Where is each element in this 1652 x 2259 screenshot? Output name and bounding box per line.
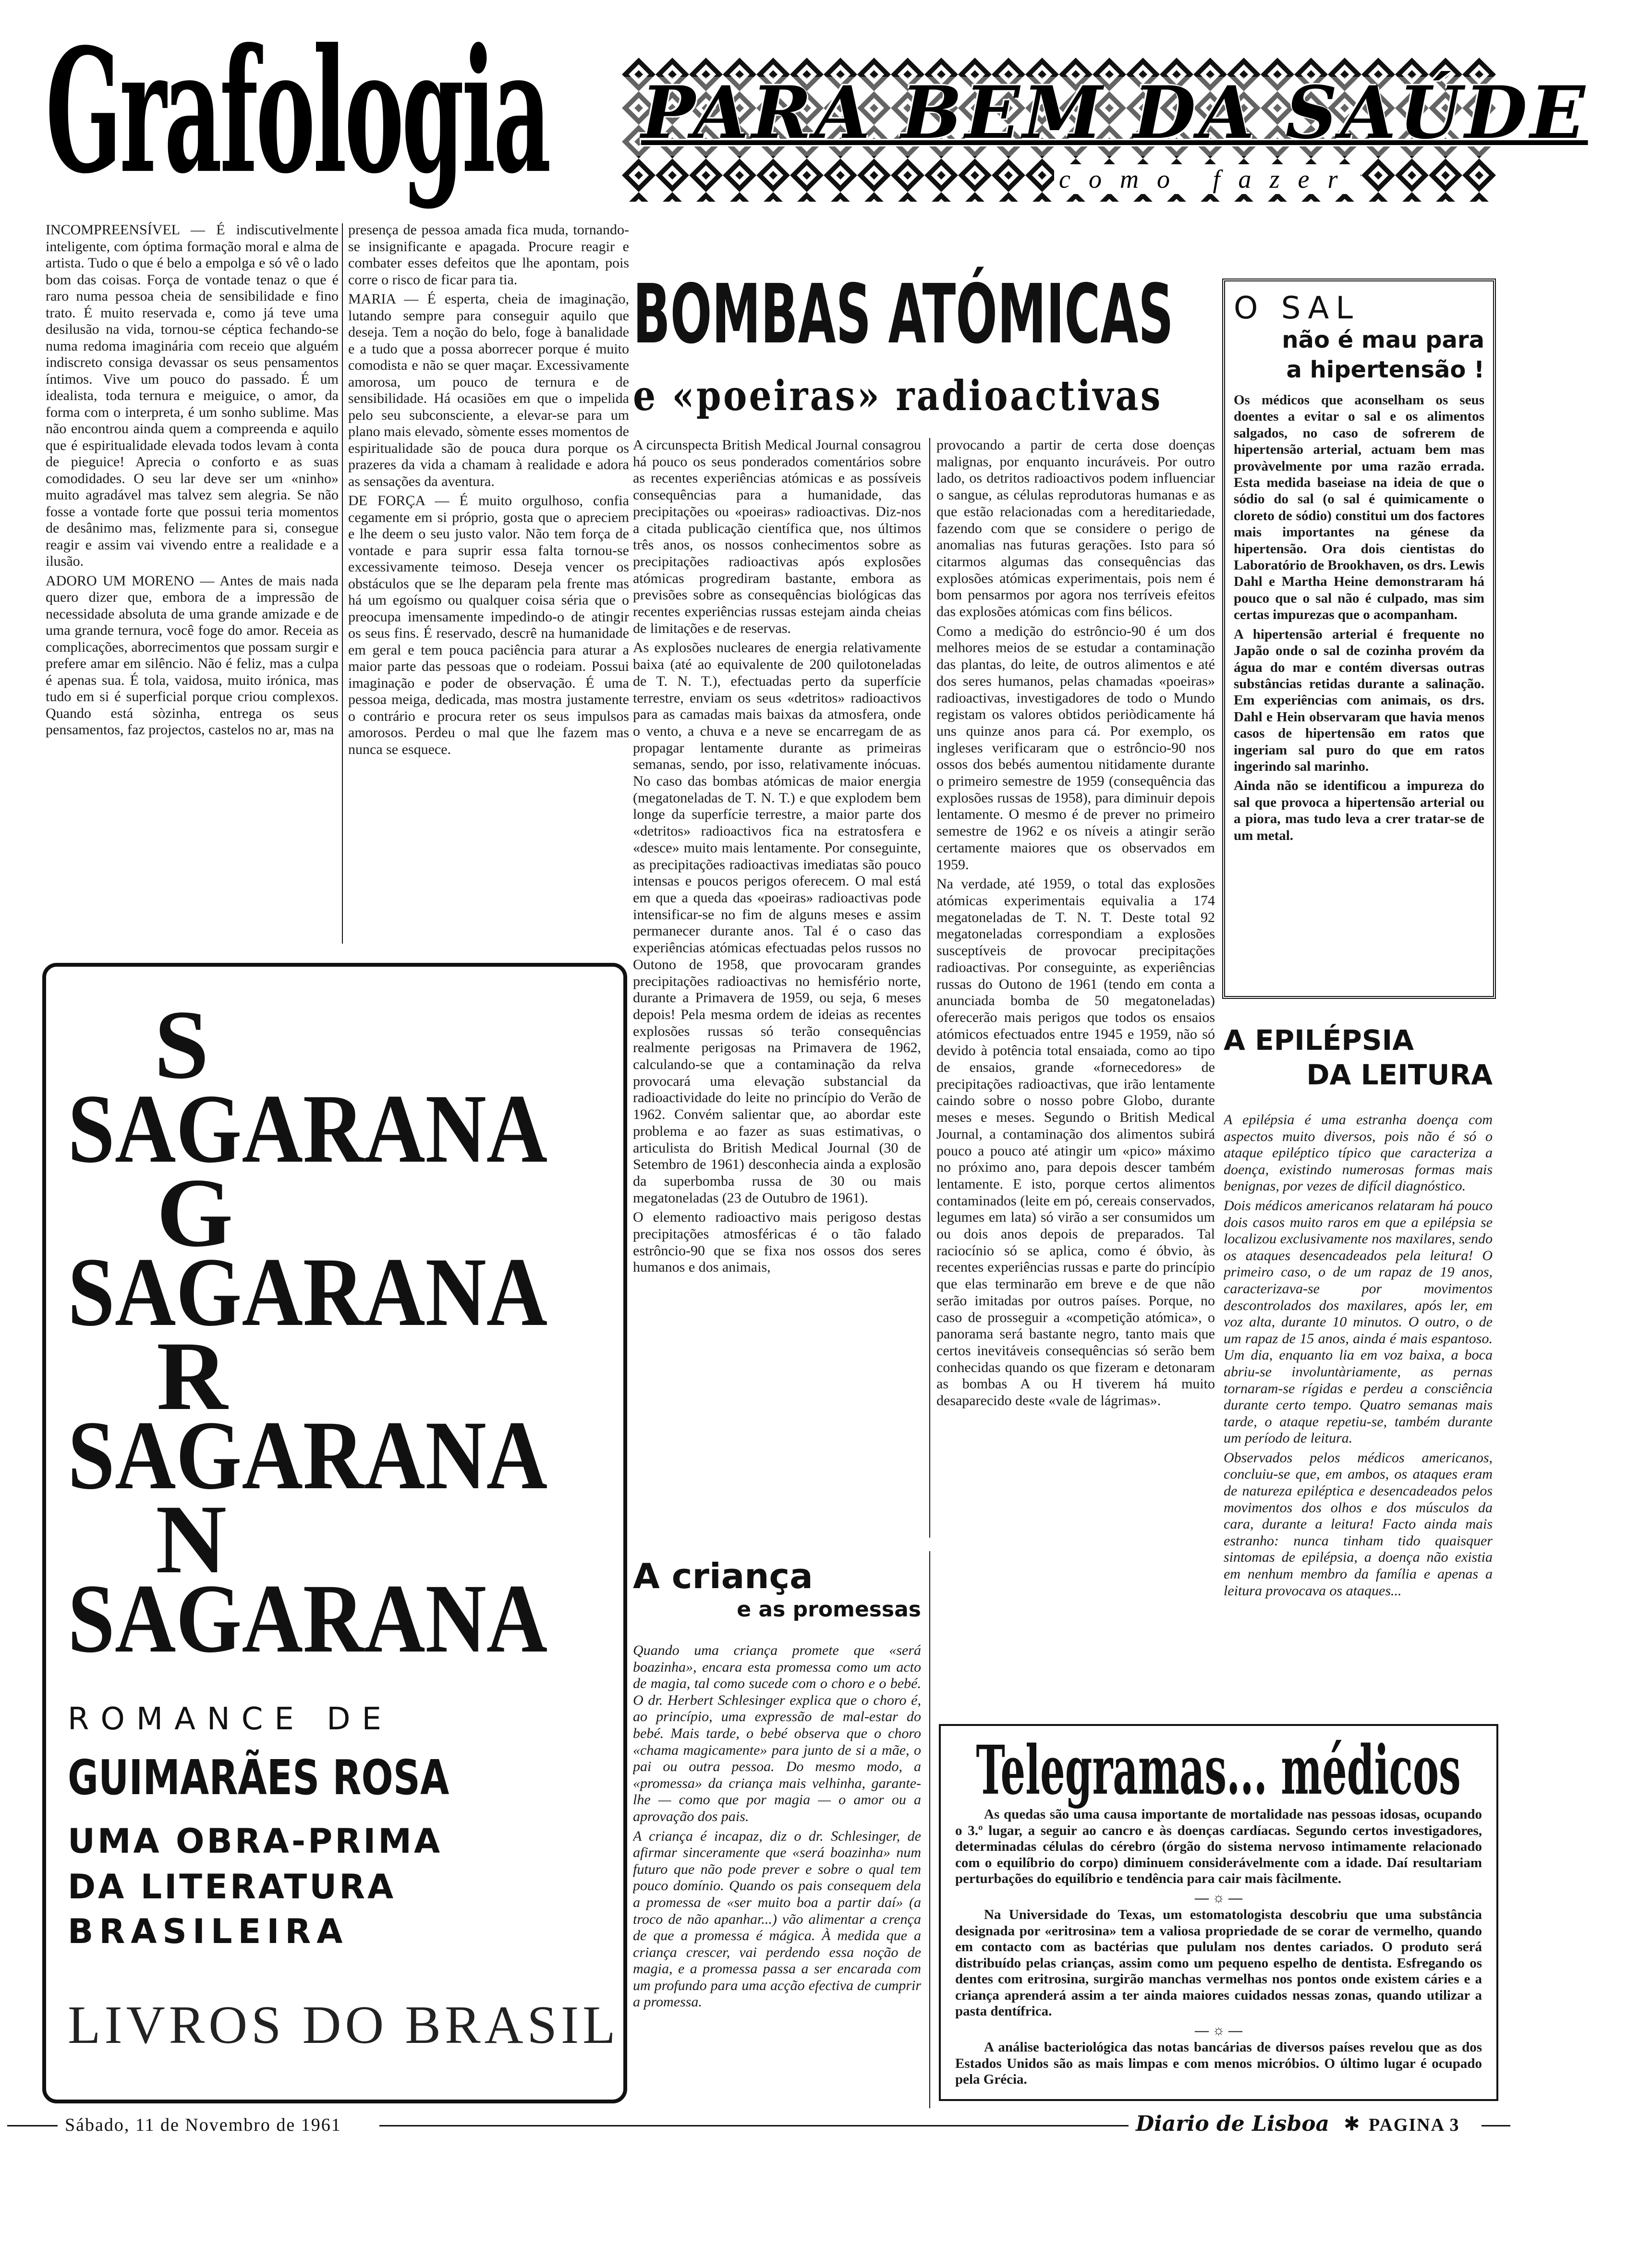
bombas-paragraph: Na verdade, até 1959, o total das explosões atómicas experimentais equivalia a 174 megatoneladas de T. N. T. Deste total 92 megatoneladas correspondiam a explosões susceptíveis de provocar precipitações radioactivas. Por conseguinte, as experiências russas do Outono de 1961 (tendo em conta a anunciada bomba de 50 megatoneladas) oferecerão mais perigos que todos os ensaios atómicos efectuados entre 1945 e 1959, não só devido à potência total ensaiada, como ao tipo de ensaios, grande «fornecedores» de precipitações radioactivas, que irão lentamente caindo sobre o nosso pobre Globo, durante meses e meses. Segundo o British Medical Journal, a contaminação dos alimentos subirá pouco a pouco até atingir um «pico» máximo no próximo ano, para depois descer também lentamente. E isto, porque certos alimentos contaminados (leite em pó, cereais conservados, legumes em lata) só virão a ser consumidos um ou dois anos depois de preparados. Tal raciocínio só se aplica, como é óbvio, às recentes experiências russas e parte do princípio que elas terminarão em breve e de que não serão imitadas por outros países. Porque, no caso de prosseguir a «competição atómica», o panorama será bastante negro, tanto mais que certos inevitáveis consequências só serão bem conhecidas quando os que fizeram e detonaram as bombas A ou H tiverem há muito desaparecido deste «vale de lágrimas». — [936, 876, 1215, 1409]
epilepsia-paragraph: Dois médicos americanos relataram há pouco dois casos muito raros em que a epilépsia se localizou exclusivamente nos maxilares, sendo os ataques desencadeados pela leitura! O primeiro caso, o de um rapaz de 19 anos, caracterizava-se por movimentos descontrolados dos maxilares, após ler, em voz alta, durante 10 minutos. O outro, o de um rapaz de 15 anos, ainda é mais espantoso. Um dia, enquanto lia em voz baixa, a boca abriu-se involuntàriamente, as pernas tornaram-se rígidas e perdeu a consciência durante certo tempo. Quatro semanas mais tarde, o ataque repetiu-se, também durante um período de leitura. — [1224, 1197, 1493, 1446]
sal-paragraph: Ainda não se identificou a impureza do sal que provoca a hipertensão arterial ou a piora, mas tudo leva a crer tratar-se de um metal. — [1234, 778, 1484, 843]
telegramas-paragraph: As quedas são uma causa importante de mortalidade nas pessoas idosas, ocupando o 3.º lugar, a seguir ao cancro e às doenças cardíacas. Segundo certos investigadores, determinadas células do cérebro (órgão do sistema nervoso intimamente relacionado com o equilíbrio do corpo) diminuem considerávelmente com a idade. Daí resultariam perturbações do equilíbrio e tendência para cair mais fàcilmente. — [955, 1807, 1482, 1886]
bombas-subtitle — [633, 372, 1209, 425]
footer-rule-left — [7, 2125, 58, 2126]
saude-banner-sub: como fazer — [1054, 164, 1360, 194]
ad-sagarana-3: SAGARANA — [68, 1401, 548, 1510]
ad-letter-n: N — [156, 1485, 227, 1594]
ad-line-1: UMA OBRA-PRIMA — [68, 1822, 443, 1861]
ad-letter-g: G — [157, 1158, 233, 1267]
grafologia-heading — [46, 11, 564, 211]
footer-page: PAGINA 3 — [1369, 2115, 1460, 2135]
bombas-title-text: BOMBAS ATÓMICAS — [633, 267, 1174, 362]
crianca-heading — [633, 1556, 921, 1628]
bombas-paragraph: A circunspecta British Medical Journal consagrou há pouco os seus ponderados comentários sobre as recentes experiências atómicas e as possíveis consequências para a humanidade, das precipitações ou «poeiras» radioactivas. Diz-nos a citada publicação científica que, nos últimos três anos, os nossos conhecimentos sobre as precipitações radioactivas após explosões atómicas progrediram bastante, embora as previsões sobre as consequências biológicas das recentes experiências russas estejam ainda cheias de limitações e de reservas. — [633, 437, 921, 636]
epilepsia-paragraph: A epilépsia é uma estranha doença com aspectos muito diversos, pois não é só o ataque epiléptico típico que caracteriza a doença, existindo numerosas formas mais benignas, por vezes de difícil diagnóstico. — [1224, 1112, 1493, 1194]
epilepsia-heading — [1224, 1023, 1493, 1105]
saude-banner-title: PARA BEM DA SAÚDE — [641, 71, 1588, 155]
telegramas-paragraph: A análise bacteriológica das notas bancárias de diversos países revelou que as dos Estados Unidos são as mais limpas e com menos micróbios. O último lugar é ocupado pela Grécia. — [955, 2040, 1482, 2087]
grafologia-entry: INCOMPREENSÍVEL — É indiscutivelmente inteligente, com óptima formação moral e alma de artista. Tudo o que é belo a empolga e só vê o lado bom das coisas. Força de vontade tenaz o que é raro numa pessoa cheia de sensibilidade e fino trato. É muito reservada e, como já teve uma desilusão na vida, tornou-se céptica fechando-se numa redoma imaginária com receio que alguém indiscreto consiga devassar os seus pensamentos íntimos. Vive um pouco do passado. É um idealista, toda ternura e meiguice, o amor, da forma com o interpreta, é um sonho sublime. Mas não encontrou ainda quem a compreenda e aquilo que é espiritualidade elevada todos levam à conta de pieguice! Aprecia o conforto e as suas comodidades. O seu lar deve ser um «ninho» muito agradável mas talvez sem alegria. Se não fosse a vontade forte que possui teria momentos de desânimo mas, felizmente para si, consegue reagir e assim vai vivendo entre a realidade e a ilusão. — [46, 222, 339, 569]
sal-title-3: a hipertensão ! — [1286, 356, 1484, 383]
telegramas-paragraph: Na Universidade do Texas, um estomatologista descobriu que uma substância designada por «eritrosina» tem a valiosa propriedade de se corar de vermelho, quando em contacto com as bactérias que pululam nos dentes cariados. O produto será distribuído pelas crianças, assim como um pequeno espelho de dentista. Esfregando os dentes com eritrosina, surgirão manchas vermelhas nos pontos onde existem cáries e a criança aprenderá assim a ter ainda maiores cuidados nessas zonas, quando utilizar a pasta dentífrica. — [955, 1907, 1482, 2019]
bombas-paragraph: O elemento radioactivo mais perigoso destas precipitações atmosféricas é o tão falado estrôncio-90 que se fixa nos ossos dos seres humanos e dos animais, — [633, 1209, 921, 1275]
bombas-paragraph: As explosões nucleares de energia relativamente baixa (até ao equivalente de 200 quilotoneladas de T. N. T.), efectuadas perto da superfície terrestre, enviam os seus «detritos» radioactivos para as camadas mais baixas da atmosfera, onde o vento, a chuva e a neve se encarregam de as propagar lentamente durante as primeiras semanas, sendo, por isso, relativamente inócuas. No caso das bombas atómicas de maior energia (megatoneladas de T. N. T.) e que explodem bem longe da superfície terrestre, a maior parte dos «detritos» radioactivos fica na estratosfera e «desce» muito mais lentamente. Por conseguinte, as precipitações radioactivas imediatas são pouco intensas e poucos perigos oferecem. O mal está em que a queda das «poeiras» radioactivas pode intensificar-se no fim de alguns meses e assim permanecer durante anos. Tal é o caso das experiências atómicas efectuadas pelos russos no Outono de 1958, que provocaram grandes precipitações radioactivas no hemisfério norte, durante a Primavera de 1959, ou seja, 6 meses depois! Pela mesma ordem de ideias as recentes explosões russas só terão consequências realmente perigosas na Primavera de 1962, calculando-se que a contaminação da relva provocará uma elevação substancial da radioactividade do leite no princípio do Verão de 1962. Convém salientar que, ao abordar este problema e ao fazer as suas estimativas, o articulista do British Medical Journal (30 de Setembro de 1961) desconhecia ainda a explosão da superbomba russa de 30 ou mais megatoneladas (23 de Outubro de 1961). — [633, 640, 921, 1206]
bombas-paragraph: provocando a partir de certa dose doenças malignas, por enquanto incuráveis. Por outro lado, os detritos radioactivos podem influenciar o sangue, as células reprodutoras humanas e as que estão relacionadas com a hereditariedade, fazendo com que se considere o perigo de anomalias nas futuras gerações. Isto para só citarmos algumas das consequências das explosões atómicas experimentais, pois nem é bom pensarmos por agora nos terríveis efeitos das explosões atómicas com fins bélicos. — [936, 437, 1215, 620]
ad-publisher: LIVROS DO BRASIL — [68, 1995, 620, 2055]
ad-sagarana-1: SAGARANA — [68, 1074, 548, 1183]
sal-title-2: não é mau para — [1282, 327, 1484, 353]
bombas-subtitle-text: e «poeiras» radioactivas — [633, 372, 1163, 420]
sal-paragraph: Os médicos que aconselham os seus doentes a evitar o sal e os alimentos salgados, no caso de sofrerem de hipertensão arterial, actuam bem mas provàvelmente por uma razão errada. Esta medida baseiase na ideia de que o sódio do sal (o sal é quimicamente o cloreto de sódio) constitui um dos factores mais importantes na génese da hipertensão. Ora dois cientistas do Laboratório de Brookhaven, os drs. Lewis Dahl e Martha Heine demonstraram há pouco que o sal não é culpado, mas sim certas impurezas que o acompanham. — [1234, 392, 1484, 623]
footer-paper-name: Diario de Lisboa — [1136, 2112, 1330, 2136]
footer-rule-middle — [379, 2125, 1129, 2126]
epilepsia-title-1: A EPILÉPSIA — [1224, 1024, 1414, 1057]
footer-rule-right — [1482, 2125, 1510, 2126]
telegramas-separator: — ☼ — — [1194, 2022, 1243, 2038]
crianca-text — [633, 1642, 921, 2099]
grafologia-column-2 — [348, 222, 629, 957]
telegramas-title-text: Telegramas... médicos — [976, 1731, 1461, 1810]
crianca-paragraph: Quando uma criança promete que «será boazinha», encara esta promessa como um acto de magia, tal como sucede com o choro e o bebé. O dr. Herbert Schlesinger explica que o choro é, ao princípio, uma expressão de mal-estar do bebé. Mais tarde, o bebé observa que o choro «chama magicamente» para junto de si a mãe, o pai ou outra pessoa. Do mesmo modo, a «promessa» da criança mais velhinha, garante-lhe — como que por magia — o amor ou a aprovação dos pais. — [633, 1642, 921, 1824]
ad-line-2: DA LITERATURA — [68, 1867, 396, 1907]
bombas-column-1 — [633, 437, 921, 1542]
epilepsia-title-2: DA LEITURA — [1306, 1058, 1493, 1091]
grafologia-title: Grafologia — [46, 11, 549, 211]
epilepsia-paragraph: Observados pelos médicos americanos, concluiu-se que, em ambos, os ataques eram de natureza epiléptica e desencadeados pelos movimentos dos olhos e dos músculos da cara, durante a leitura! Facto ainda mais estranho: nunca tinham tido quaisquer sintomas de epilépsia, a doença não existia em nenhum membro da família e apenas a leitura provocava os ataques... — [1224, 1449, 1493, 1599]
column-rule — [929, 438, 930, 1538]
sal-box — [1222, 279, 1496, 999]
bombas-title — [633, 269, 1209, 365]
epilepsia-text — [1224, 1112, 1493, 1712]
ad-line-3: BRASILEIRA — [68, 1912, 349, 1951]
ad-author: GUIMARÃES ROSA — [68, 1749, 449, 1806]
ad-letter-r: R — [157, 1322, 228, 1431]
column-rule — [929, 1551, 930, 2108]
ad-romance-de: ROMANCE DE — [68, 1701, 393, 1737]
sagarana-ad — [42, 963, 627, 2103]
crianca-paragraph: A criança é incapaz, diz o dr. Schlesinger, de afirmar sinceramente que «será boazinha» num futuro que não pode prever e sobre o qual tem pouco domínio. Quando os pais consequem dela a promessa de «ser muito boa a partir daí» (a troco de não apanhar...) vão alimentar a crença de que a promessa é mágica. À medida que a criança crescer, vai perdendo essa noção de magia, e a promessa passa a ser encarada com um profundo para uma acção efectiva de cumprir a promessa. — [633, 1828, 921, 2010]
footer-date: Sábado, 11 de Novembro de 1961 — [65, 2115, 341, 2135]
sal-paragraph: A hipertensão arterial é frequente no Japão onde o sal de cozinha provém da água do mar e contém diversas outras substâncias retidas durante a salinação. Em experiências com animais, os drs. Dahl e Hein observaram que havia menos casos de hipertensão em ratos que ingeriam sal puro do que em ratos ingerindo sal marinho. — [1234, 626, 1484, 774]
grafologia-entry: MARIA — É esperta, cheia de imaginação, lutando sempre para conseguir aquilo que deseja. Tem a noção do belo, foge à banalidade e a tudo que a possa aborrecer porque é muito comodista e não se quer maçar. Excessivamente amorosa, um pouco de ternura e de sensibilidade. Há ocasiões em que o impelida pelo seu subconsciente, a elevar-se para um plano mais elevado, sòmente esses momentos de espiritualidade são de pouca dura porque os prazeres da vida a chamam à realidade e adora as sensações da aventura. — [348, 291, 629, 489]
grafologia-entry: ADORO UM MORENO — Antes de mais nada quero dizer que, embora de a impressão de necessidade absoluta de uma grande amizade e de uma grande ternura, você foge do amor. Receia as complicações, aborrecimentos que possam surgir e prefere amar em silêncio. Não é feliz, mas a culpa é apenas sua. É tola, vaidosa, muito irónica, mas tudo em si é superficial porque criou complexos. Quando está sòzinha, entrega os seus pensamentos, faz projectos, castelos no ar, mas na — [46, 572, 339, 738]
ad-sagarana-4: SAGARANA — [68, 1564, 548, 1673]
grafologia-entry: DE FORÇA — É muito orgulhoso, confia cegamente em si próprio, gosta que o apreciem e lhe deem o seu justo valor. Não tem força de vontade e para suprir essa falta tornou-se excessivamente teimoso. Deseja vencer os obstáculos que se lhe deparam pela frente mas há um egoísmo ou qualquer coisa séria que o preocupa imensamente impedindo-o de atingir os seus fins. É reservado, descrê na humanidade em geral e tem pouca paciência para aturar a maior parte das pessoas que o rodeiam. Possui imaginação e poder de observação. É uma pessoa meiga, dedicada, mas mostra justamente o contrário e procura reter os seus impulsos amorosos. Perdeu o mal que lhe fazem mas nunca se esquece. — [348, 493, 629, 757]
grafologia-entry: presença de pessoa amada fica muda, tornando-se insignificante e apagada. Procure reagir e combater esses defeitos que lhe apontam, pois corre o risco de ficar para tia. — [348, 222, 629, 288]
telegramas-separator: — ☼ — — [1194, 1890, 1243, 1906]
grafologia-column-1 — [46, 222, 339, 942]
sal-title-1: O SAL — [1234, 291, 1360, 326]
crianca-subtitle: e as promessas — [737, 1597, 921, 1622]
footer-star-icon: ✱ — [1344, 2113, 1360, 2135]
column-rule — [342, 223, 343, 944]
bombas-column-2 — [936, 437, 1215, 1652]
telegramas-title — [955, 1731, 1482, 1810]
saude-banner — [622, 58, 1588, 202]
ad-sagarana-2: SAGARANA — [68, 1238, 548, 1347]
telegramas-box — [939, 1724, 1498, 2101]
ad-letter-s: S — [154, 990, 209, 1099]
crianca-title: A criança — [633, 1556, 813, 1596]
bombas-paragraph: Como a medição do estrôncio-90 é um dos melhores meios de se estudar a contaminação das plantas, do leite, de outros alimentos e até dos seres humanos, pelas chamadas «poeiras» radioactivas, investigadores de todo o Mundo registam os valores obtidos periòdicamente há uns quinze anos para cá. Por exemplo, os ingleses verificaram que o estrôncio-90 nos ossos dos bebés aumentou nitidamente durante o primeiro semestre de 1959 (consequência das explosões russas de 1958), para diminuir depois lentamente. O mesmo é de prever no primeiro semestre de 1962 e os níveis a atingir serão certamente maiores que os observados em 1959. — [936, 623, 1215, 873]
